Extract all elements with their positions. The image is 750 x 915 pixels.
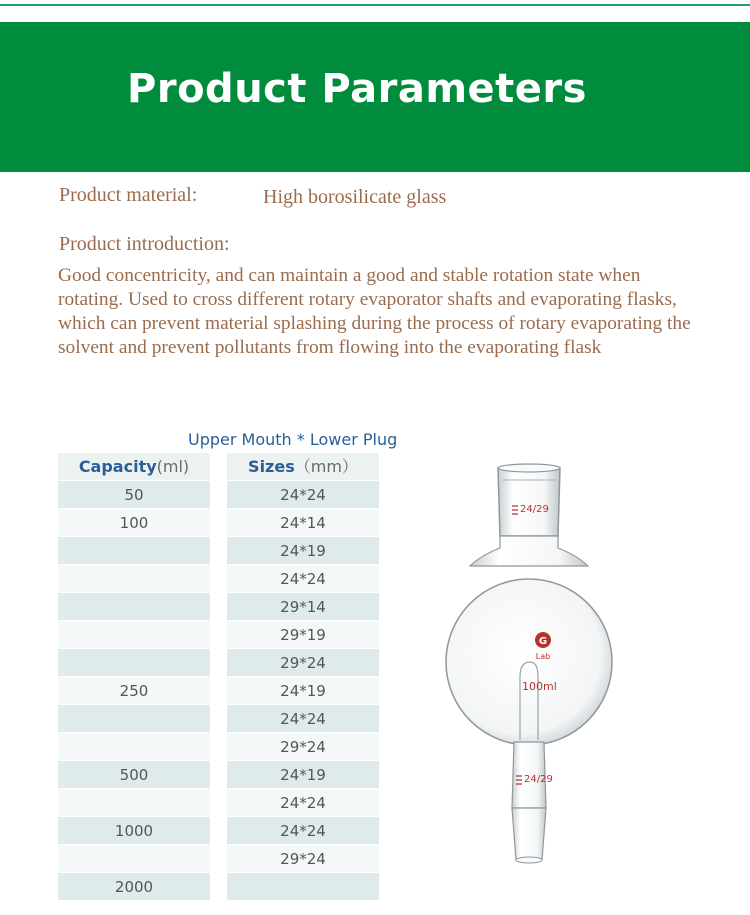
material-value: High borosilicate glass	[263, 186, 447, 208]
joint-label-top: 24/29	[520, 504, 549, 515]
capacity-header	[58, 453, 210, 481]
size-cell: 24*19	[227, 677, 379, 705]
top-divider	[0, 0, 750, 6]
capacity-cell: 2000	[58, 873, 210, 901]
logo-text: Lab	[535, 652, 551, 661]
capacity-cell	[58, 621, 210, 649]
size-cell: 24*24	[227, 817, 379, 845]
flask-image	[440, 462, 640, 864]
capacity-cell	[58, 565, 210, 593]
capacity-column	[58, 453, 210, 901]
sizes-header	[227, 453, 379, 481]
capacity-cell: 500	[58, 761, 210, 789]
size-cell: 29*24	[227, 733, 379, 761]
volume-label: 100ml	[522, 680, 557, 693]
capacity-cell	[58, 845, 210, 873]
capacity-cell: 100	[58, 509, 210, 537]
capacity-cell	[58, 789, 210, 817]
material-label: Product material:	[59, 184, 198, 206]
introduction-label: Product introduction:	[59, 233, 230, 255]
sizes-column	[227, 453, 379, 901]
lower-cone	[512, 808, 546, 860]
size-cell: 24*24	[227, 789, 379, 817]
capacity-cell	[58, 705, 210, 733]
upper-rim	[498, 464, 560, 472]
size-cell	[227, 873, 379, 901]
introduction-text: Good concentricity, and can maintain a good and stable rotation state when rotating. Used to cross different rotary evaporator shafts and evaporating flasks, which can prevent material splashing during the process of rotary evaporating the solvent and prevent pollutants from flowing into the evaporating flask	[58, 265, 691, 358]
capacity-cell: 250	[58, 677, 210, 705]
capacity-header-unit: (ml)	[156, 457, 190, 476]
size-cell: 24*19	[227, 537, 379, 565]
size-cell: 29*14	[227, 593, 379, 621]
joint-label-bottom: 24/29	[524, 774, 553, 785]
size-cell: 29*24	[227, 649, 379, 677]
lower-rim	[516, 857, 542, 863]
capacity-cell	[58, 593, 210, 621]
sizes-header-unit: （mm）	[294, 457, 358, 476]
size-cell: 24*24	[227, 565, 379, 593]
size-cell: 24*24	[227, 481, 379, 509]
size-cell: 29*19	[227, 621, 379, 649]
capacity-header-label: Capacity	[78, 457, 157, 476]
logo-letter: G	[538, 636, 548, 647]
size-cell: 24*14	[227, 509, 379, 537]
capacity-cell	[58, 733, 210, 761]
capacity-cell	[58, 649, 210, 677]
capacity-cell: 1000	[58, 817, 210, 845]
size-cell: 24*24	[227, 705, 379, 733]
upper-neck	[470, 536, 588, 566]
capacity-cell: 50	[58, 481, 210, 509]
table-caption: Upper Mouth * Lower Plug	[188, 430, 398, 449]
upper-socket	[498, 468, 560, 536]
header-banner	[0, 22, 750, 172]
size-cell: 29*24	[227, 845, 379, 873]
capacity-cell	[58, 537, 210, 565]
sizes-header-label: Sizes	[248, 457, 295, 476]
size-cell: 24*19	[227, 761, 379, 789]
page-title: Product Parameters	[127, 66, 587, 112]
